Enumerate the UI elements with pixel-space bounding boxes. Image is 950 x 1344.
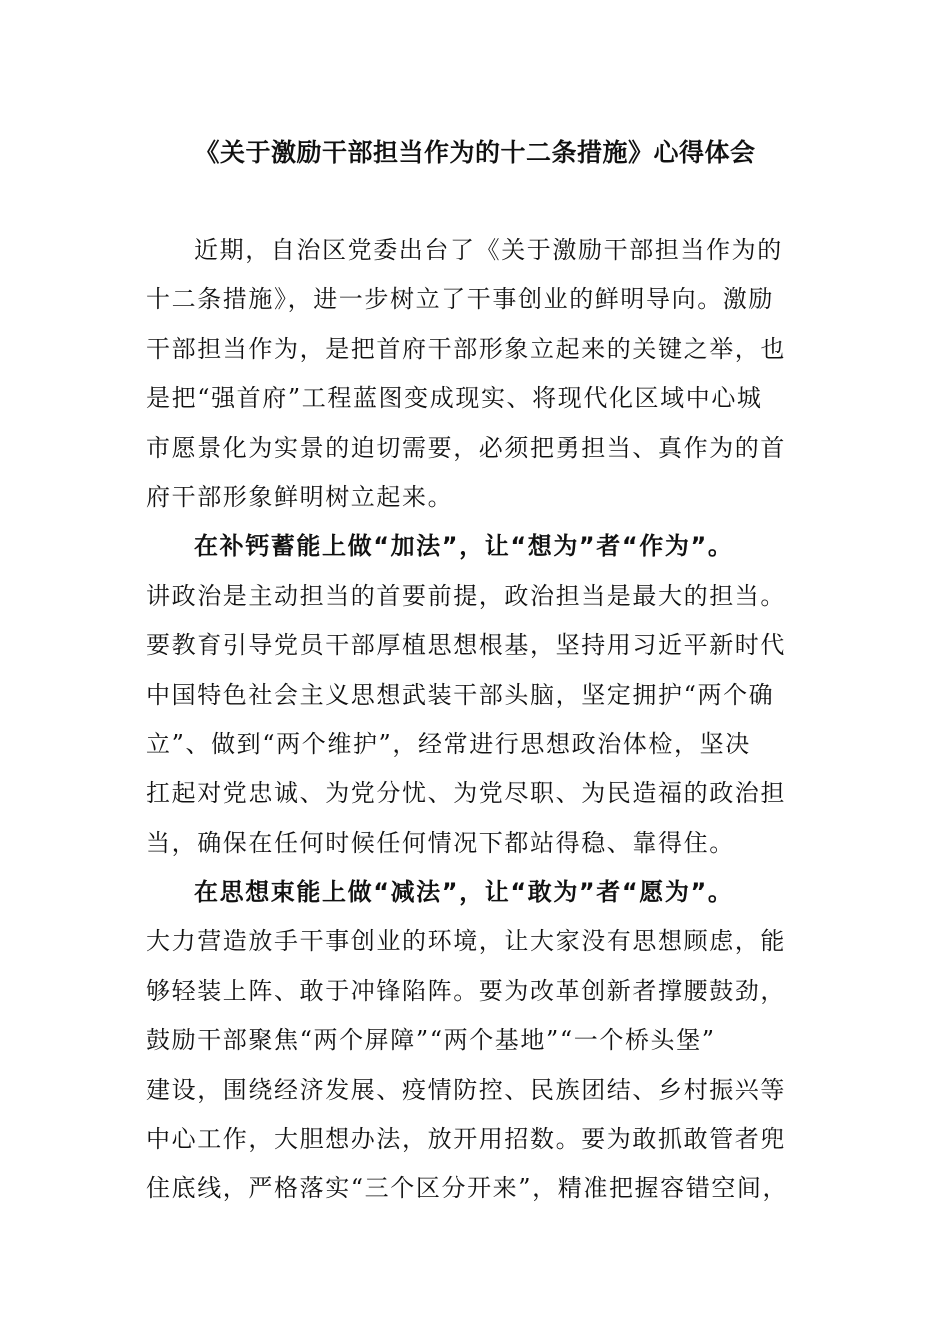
document-body xyxy=(146,226,789,1214)
paragraph-2-line-3: 中国特色社会主义思想武装干部头脑，坚定拥护“两个确 xyxy=(146,680,775,709)
paragraph-3-line-1: 大力营造放手干事创业的环境，让大家没有思想顾虑，能 xyxy=(146,927,786,956)
paragraph-3-line-2: 够轻装上阵、敢于冲锋陷阵。要为改革创新者撑腰鼓劲， xyxy=(146,976,786,1005)
paragraph-2-line-6: 当，确保在任何时候任何情况下都站得稳、靠得住。 xyxy=(146,828,735,857)
paragraph-1-line-4: 是把“强首府”工程蓝图变成现实、将现代化区域中心城 xyxy=(146,384,763,413)
paragraph-1-line-2: 十二条措施》，进一步树立了干事创业的鲜明导向。激励 xyxy=(146,285,774,314)
paragraph-1-line-3: 干部担当作为，是把首府干部形象立起来的关键之举，也 xyxy=(146,334,786,363)
section-heading-addition: 在补钙蓄能上做“加法”，让“想为”者“作为”。 xyxy=(194,532,734,561)
document-title: 《关于激励干部担当作为的十二条措施》心得体会 xyxy=(194,138,756,167)
paragraph-3-line-5: 中心工作，大胆想办法，放开用招数。要为敢抓敢管者兜 xyxy=(146,1125,786,1154)
paragraph-2-line-5: 扛起对党忠诚、为党分忧、为党尽职、为民造福的政治担 xyxy=(146,779,786,808)
paragraph-2-line-1: 讲政治是主动担当的首要前提，政治担当是最大的担当。 xyxy=(146,581,786,610)
paragraph-1-line-1: 近期，自治区党委出台了《关于激励干部担当作为的 xyxy=(194,236,783,264)
section-heading-subtraction: 在思想束能上做“减法”，让“敢为”者“愿为”。 xyxy=(194,878,734,907)
paragraph-1-line-6: 府干部形象鲜明树立起来。 xyxy=(146,482,454,511)
paragraph-3-line-3: 鼓励干部聚焦“两个屏障”“两个基地”“一个桥头堡” xyxy=(146,1026,716,1055)
paragraph-1-line-5: 市愿景化为实景的迫切需要，必须把勇担当、真作为的首 xyxy=(146,433,786,462)
paragraph-2-line-4: 立”、做到“两个维护”，经常进行思想政治体检，坚决 xyxy=(146,729,751,758)
paragraph-2-line-2: 要教育引导党员干部厚植思想根基，坚持用习近平新时代 xyxy=(146,631,786,660)
paragraph-3-line-4: 建设，围绕经济发展、疫情防控、民族团结、乡村振兴等 xyxy=(146,1075,786,1104)
paragraph-3-line-6: 住底线，严格落实“三个区分开来”，精准把握容错空间， xyxy=(146,1174,789,1203)
